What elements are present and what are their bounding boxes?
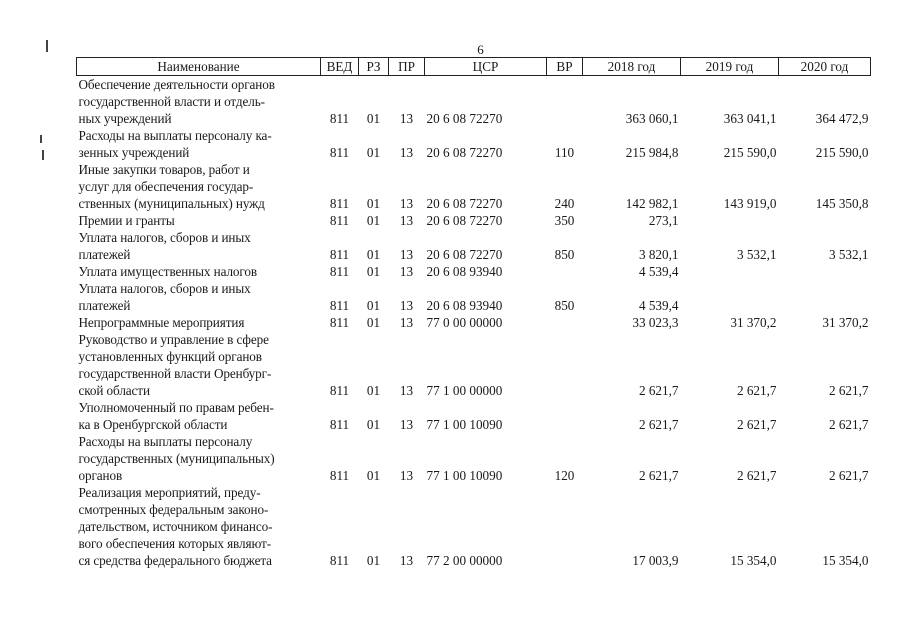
- cell-2019: 363 041,1: [723, 111, 777, 126]
- cell-csr: 77 2 00 00000: [426, 553, 503, 568]
- cell-csr: 20 6 08 72270: [426, 111, 503, 126]
- cell-vr: 350: [554, 213, 575, 228]
- cell-2020: 31 370,2: [822, 315, 869, 330]
- cell-pr: 13: [399, 315, 414, 330]
- cell-2018: 2 621,7: [638, 383, 679, 398]
- cell-rz: 01: [366, 417, 381, 432]
- row-name: [77, 331, 321, 399]
- cell-vr: 240: [554, 196, 575, 211]
- cell-2020: 3 532,1: [828, 247, 869, 262]
- row-name: [77, 229, 321, 263]
- row-name-line: ных учреждений: [78, 111, 172, 126]
- row-name: [77, 484, 321, 569]
- cell-csr: 77 0 00 00000: [426, 315, 503, 330]
- row-name-line: Расходы на выплаты персоналу ка-: [78, 128, 272, 143]
- cell-rz: 01: [366, 468, 381, 483]
- cell-csr: 77 1 00 10090: [426, 468, 503, 483]
- cell-2020: 364 472,9: [815, 111, 869, 126]
- row-name: [77, 212, 321, 229]
- cell-pr: 13: [399, 145, 414, 160]
- cell-pr: 13: [399, 468, 414, 483]
- cell-vr: [547, 314, 583, 331]
- cell-vr: 850: [554, 298, 575, 313]
- header-pr: ПР: [389, 58, 425, 76]
- row-name-line: Руководство и управление в сфере: [78, 332, 269, 347]
- cell-ved: 811: [329, 383, 350, 398]
- cell-rz: 01: [366, 553, 381, 568]
- row-name-line: ственных (муниципальных) нужд: [78, 196, 265, 211]
- cell-rz: 01: [366, 247, 381, 262]
- row-name-line: Обеспечение деятельности органов: [78, 77, 275, 92]
- row-name-line: Уплата имущественных налогов: [78, 264, 258, 279]
- cell-rz: 01: [366, 145, 381, 160]
- row-name-line: вого обеспечения которых являют-: [78, 536, 271, 551]
- table-row: [77, 263, 871, 280]
- cell-2019: 2 621,7: [736, 383, 777, 398]
- row-name-line: Премии и гранты: [78, 213, 175, 228]
- cell-rz: 01: [366, 264, 381, 279]
- row-name: [77, 161, 321, 212]
- table-header-row: [77, 58, 871, 76]
- header-name: Наименование: [77, 58, 321, 76]
- cell-vr: [547, 331, 583, 399]
- table-row: [77, 280, 871, 314]
- header-2019: 2019 год: [681, 58, 779, 76]
- cell-csr: 20 6 08 72270: [426, 213, 503, 228]
- cell-pr: 13: [399, 111, 414, 126]
- table-body: [77, 76, 871, 570]
- row-name: [77, 127, 321, 161]
- cell-2019: 2 621,7: [736, 417, 777, 432]
- cell-ved: 811: [329, 145, 350, 160]
- cell-csr: 77 1 00 10090: [426, 417, 503, 432]
- cell-pr: 13: [399, 196, 414, 211]
- row-name-line: государственных (муниципальных): [78, 451, 275, 466]
- row-name-line: смотренных федеральным законо-: [78, 502, 269, 517]
- cell-rz: 01: [366, 298, 381, 313]
- row-name-line: государственной власти и отдель-: [78, 94, 265, 109]
- cell-vr: 110: [554, 145, 575, 160]
- page-number: 6: [477, 42, 484, 57]
- row-name-line: Уплата налогов, сборов и иных: [78, 281, 251, 296]
- header-vr: ВР: [547, 58, 583, 76]
- cell-2018: 142 982,1: [625, 196, 679, 211]
- budget-table: [76, 57, 871, 569]
- cell-2020: 215 590,0: [815, 145, 869, 160]
- cell-2018: 3 820,1: [638, 247, 679, 262]
- cell-pr: 13: [399, 383, 414, 398]
- cell-ved: 811: [329, 111, 350, 126]
- cell-rz: 01: [366, 383, 381, 398]
- cell-2018: 2 621,7: [638, 417, 679, 432]
- cell-ved: 811: [329, 213, 350, 228]
- cell-ved: 811: [329, 553, 350, 568]
- table-row: [77, 229, 871, 263]
- table-row: [77, 127, 871, 161]
- cell-ved: 811: [329, 298, 350, 313]
- row-name-line: ся средства федерального бюджета: [78, 553, 272, 568]
- cell-2020: 15 354,0: [822, 553, 869, 568]
- cell-csr: 20 6 08 72270: [426, 196, 503, 211]
- header-2018: 2018 год: [583, 58, 681, 76]
- table-row: [77, 331, 871, 399]
- row-name-line: Реализация мероприятий, преду-: [78, 485, 261, 500]
- table-row: [77, 484, 871, 569]
- table-row: [77, 314, 871, 331]
- row-name: [77, 433, 321, 484]
- cell-ved: 811: [329, 315, 350, 330]
- cell-2020: 2 621,7: [828, 383, 869, 398]
- cell-ved: 811: [329, 247, 350, 262]
- cell-2020: 2 621,7: [828, 417, 869, 432]
- row-name: [77, 280, 321, 314]
- row-name-line: платежей: [78, 298, 131, 313]
- cell-2019: 3 532,1: [736, 247, 777, 262]
- row-name-line: дательством, источником финансо-: [78, 519, 273, 534]
- cell-pr: 13: [399, 213, 414, 228]
- cell-pr: 13: [399, 553, 414, 568]
- table-row: [77, 433, 871, 484]
- row-name: [77, 314, 321, 331]
- cell-2019: [681, 280, 779, 314]
- row-name-line: органов: [78, 468, 123, 483]
- cell-2020: 145 350,8: [815, 196, 869, 211]
- cell-vr: [547, 399, 583, 433]
- header-rz: РЗ: [359, 58, 389, 76]
- cell-vr: 850: [554, 247, 575, 262]
- cell-2019: 2 621,7: [736, 468, 777, 483]
- row-name-line: государственной власти Оренбург-: [78, 366, 272, 381]
- cell-2019: [681, 263, 779, 280]
- cell-2020: [779, 212, 871, 229]
- cell-rz: 01: [366, 196, 381, 211]
- cell-2019: 215 590,0: [723, 145, 777, 160]
- cell-2018: 4 539,4: [638, 264, 679, 279]
- cell-2020: [779, 280, 871, 314]
- cell-2019: [681, 212, 779, 229]
- cell-ved: 811: [329, 417, 350, 432]
- row-name-line: зенных учреждений: [78, 145, 190, 160]
- cell-pr: 13: [399, 298, 414, 313]
- row-name: [77, 76, 321, 128]
- row-name-line: Непрограммные мероприятия: [78, 315, 245, 330]
- cell-ved: 811: [329, 196, 350, 211]
- row-name-line: Уполномоченный по правам ребен-: [78, 400, 274, 415]
- cell-2020: [779, 263, 871, 280]
- cell-2018: 2 621,7: [638, 468, 679, 483]
- cell-csr: 20 6 08 93940: [426, 298, 503, 313]
- header-ved: ВЕД: [321, 58, 359, 76]
- cell-2019: 31 370,2: [730, 315, 777, 330]
- header-csr: ЦСР: [425, 58, 547, 76]
- table-row: [77, 212, 871, 229]
- row-name-line: Иные закупки товаров, работ и: [78, 162, 250, 177]
- row-name-line: установленных функций органов: [78, 349, 262, 364]
- row-name-line: Уплата налогов, сборов и иных: [78, 230, 251, 245]
- table-row: [77, 161, 871, 212]
- header-2020: 2020 год: [779, 58, 871, 76]
- cell-vr: 120: [554, 468, 575, 483]
- cell-rz: 01: [366, 315, 381, 330]
- cell-pr: 13: [399, 264, 414, 279]
- cell-vr: [547, 76, 583, 128]
- cell-pr: 13: [399, 247, 414, 262]
- cell-ved: 811: [329, 264, 350, 279]
- cell-2019: 15 354,0: [730, 553, 777, 568]
- cell-rz: 01: [366, 111, 381, 126]
- row-name: [77, 399, 321, 433]
- cell-2018: 4 539,4: [638, 298, 679, 313]
- table-row: [77, 76, 871, 128]
- row-name-line: ка в Оренбургской области: [78, 417, 228, 432]
- cell-pr: 13: [399, 417, 414, 432]
- cell-csr: 20 6 08 72270: [426, 247, 503, 262]
- cell-vr: [547, 484, 583, 569]
- cell-ved: 811: [329, 468, 350, 483]
- row-name-line: Расходы на выплаты персоналу: [78, 434, 253, 449]
- cell-csr: 20 6 08 72270: [426, 145, 503, 160]
- row-name-line: платежей: [78, 247, 131, 262]
- table-row: [77, 399, 871, 433]
- cell-2018: 33 023,3: [632, 315, 679, 330]
- cell-2018: 363 060,1: [625, 111, 679, 126]
- cell-2020: 2 621,7: [828, 468, 869, 483]
- row-name-line: ской области: [78, 383, 150, 398]
- cell-csr: 20 6 08 93940: [426, 264, 503, 279]
- row-name: [77, 263, 321, 280]
- cell-2018: 273,1: [648, 213, 679, 228]
- cell-vr: [547, 263, 583, 280]
- cell-2019: 143 919,0: [723, 196, 777, 211]
- cell-rz: 01: [366, 213, 381, 228]
- row-name-line: услуг для обеспечения государ-: [78, 179, 254, 194]
- cell-2018: 215 984,8: [625, 145, 679, 160]
- cell-2018: 17 003,9: [632, 553, 679, 568]
- cell-csr: 77 1 00 00000: [426, 383, 503, 398]
